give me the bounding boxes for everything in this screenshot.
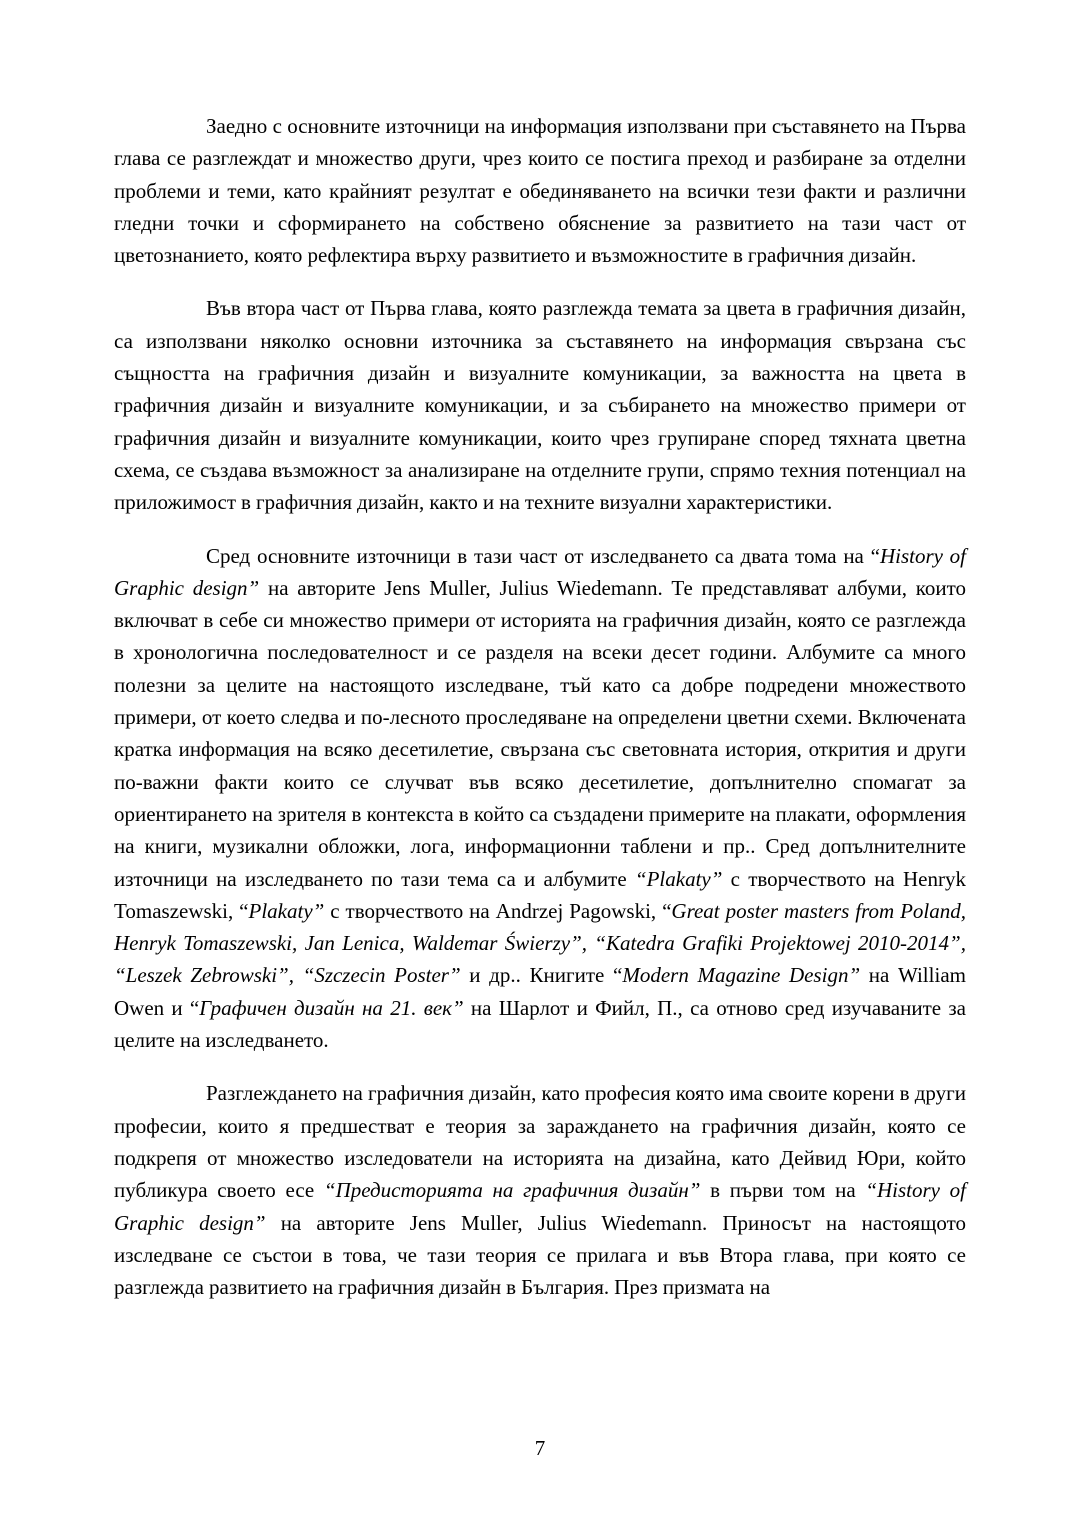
text-run: на авторите Jens Muller, Julius Wiedemann. Приносът на настоящото изследване се състои в това, че тази теория се прилага и във Втора глава, при която се разглежда развитието на графичния дизайн в България. През призмата на <box>114 1210 966 1300</box>
paragraph-1 <box>114 110 966 271</box>
italic-citation: “Plakaty” <box>634 866 723 891</box>
text-run: Във втора част от Първа глава, която разглежда темата за цвета в графичния дизайн, са използвани няколко основни източника за съставянето на информация свързана със същността на графичния дизайн и визуалните комуникации, за важността на цвета в графичния дизайн и визуалните комуникации, и за събирането на множество примери от графичния дизайн и визуалните комуникации, които чрез групиране според тяхната цветна схема, се създава възможност за анализиране на отделните групи, спрямо техния потенциал на приложимост в графичния дизайн, както и на техните визуални характеристики. <box>114 296 966 515</box>
text-run: в първи том на <box>700 1178 866 1203</box>
paragraph-4 <box>114 1077 966 1303</box>
text-run: на авторите Jens Muller, Julius Wiedemann. Те представляват албуми, които включват в себе си множество примери от историята на графичния дизайн, която се разглежда в хронологична последователност и се разделя на всеки десет години. Албумите са много полезни за целите на настоящото изследване, тъй като са добре подредени множеството примери, от което следва и по-лесното проследяване на определени цветни схеми. Включената кратка информация на всяко десетилетие, свързана със световната история, открития и други по-важни факти които се случват във всяко десетилетие, допълнително спомагат за ориентирането на зрителя в контекста в който са създадени примерите на плакати, оформления на книги, музикални обложки, лога, информационни таблени и пр.. Сред допълнителните източници на изследването по тази тема са и албумите <box>114 575 966 891</box>
italic-citation: Графичен дизайн на 21. век” <box>199 995 464 1020</box>
italic-citation: Modern Magazine Design” <box>622 963 861 988</box>
italic-citation: Plakaty” <box>248 898 325 923</box>
text-run: Заедно с основните източници на информация използвани при съставянето на Първа глава се разглеждат и множество други, чрез които се постига преход и разбиране за отделни проблеми и теми, като крайният резултат е обединяването на всички тези факти и различни гледни точки и сформирането на собствено обяснение за развитието на тази част от цветознанието, която рефлектира върху развитието и възможностите в графичния дизайн. <box>114 114 966 268</box>
document-body <box>114 110 966 1324</box>
italic-citation: Great poster masters from Poland, Henryk Tomaszewski, Jan Lenica, Waldemar Świerzy”, “Katedra Grafiki Projektowej 2010-2014”, “Leszek Zebrowski”, “Szczecin Poster” <box>114 898 967 988</box>
italic-citation: “History of Graphic design” <box>114 1178 967 1235</box>
text-run: и др.. Книгите “ <box>460 963 623 988</box>
paragraph-2 <box>114 292 966 518</box>
text-run: с творчеството на Henryk Tomaszewski, “ <box>114 866 966 923</box>
italic-citation: History of Graphic design” <box>114 543 967 600</box>
page-number: 7 <box>534 1436 546 1460</box>
text-run: Сред основните източници в тази част от изследването са двата тома на “ <box>206 543 880 568</box>
text-run: Разглеждането на графичния дизайн, като професия която има своите корени в други професии, които я предшестват е теория за зараждането на графичния дизайн, която се подкрепя от множество изследователи на историята на дизайна, като Дейвид Юри, който публикура своето есе <box>114 1081 966 1203</box>
text-run: с творчеството на Andrzej Pagowski, “ <box>324 898 672 923</box>
text-run: на Шарлот и Фийл, П., са отново сред изучаваните за целите на изследването. <box>114 995 966 1053</box>
italic-citation: “Предисторията на графичния дизайн” <box>323 1178 701 1203</box>
text-run: на William Owen и “ <box>114 963 966 1020</box>
paragraph-3 <box>114 540 966 1057</box>
